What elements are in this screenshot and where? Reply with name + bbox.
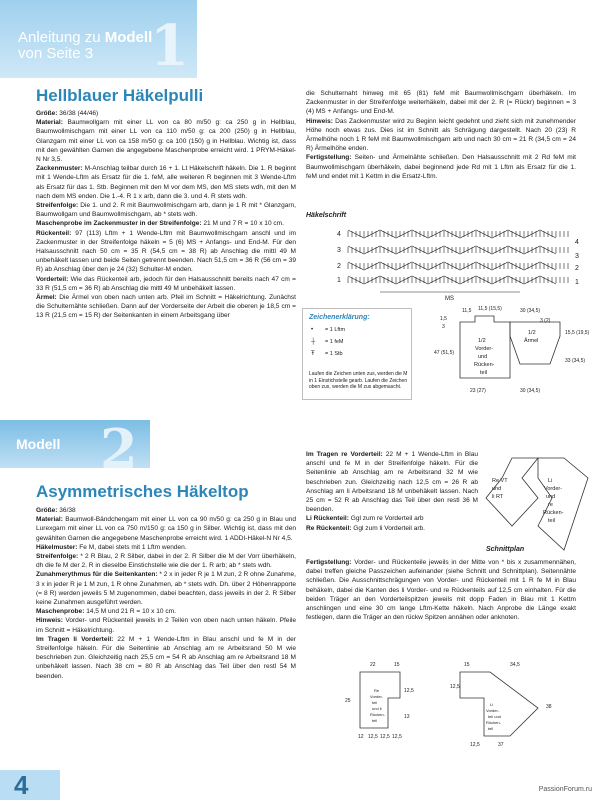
m1-left-para-label-2: Zackenmuster: xyxy=(36,165,83,173)
m1-left-para-label-0: Größe: xyxy=(36,110,58,117)
l-dim-6: 12,5 xyxy=(368,734,378,740)
m1-left-para-text-2: M-Anschlag teilbar durch 16 + 1. Lt Häkelschrift häkeln. Die 1. R beginnt mit 1 Wende-Lftm als Ersatz für die 1. feM, alle weiteren R beginnen mit 3 Wende-Lftm als Ersatz für das 1. Stb. Beginnen mit den M vor dem MS, den MS stets wdh, mit den M nach dem MS enden. Die 1.-4. R 1 x arb, dann die 3. und 4. R stets wdh. xyxy=(36,165,296,200)
m2-left-para-label-2: Häkelmuster: xyxy=(36,543,78,551)
m1-right-para-label-2: Fertigstellung: xyxy=(306,154,352,162)
m2-left-para-text-3: * 2 R Blau, 2 R Silber, dabei in der 2. R Silber die M der Vorr überhäkeln, dh die fe M der 2. R in dieselbe Einstichstelle wie die der 1. R arb; ab * stets wdh. xyxy=(36,553,296,570)
model2-right-column-top xyxy=(306,450,478,533)
m1-right-para-1 xyxy=(306,117,576,154)
m1-left-para-0 xyxy=(36,109,296,118)
left-piece-label-4: und li xyxy=(372,706,382,711)
ms-label: MS xyxy=(445,296,454,302)
m2-left-para-1 xyxy=(36,515,296,543)
m1-left-para-1 xyxy=(36,118,296,164)
legend-note: Laufen die Zeichen unten zus, werden die M in 1 Einstichstelle gearb. Laufen die Zeichen oben zus, werden die M zus abgemascht. xyxy=(309,371,408,390)
section2-number: 2 xyxy=(100,417,138,481)
m2-left-para-0 xyxy=(36,506,296,515)
r-dim-1: 34,5 xyxy=(510,662,520,668)
left-piece-label-2: Vorder- xyxy=(370,694,384,699)
m1-left-para-label-6: Vorderteil: xyxy=(36,275,69,283)
right-piece-label-4: Rücken- xyxy=(486,720,501,725)
plan-right-5: Rücken- xyxy=(543,510,564,516)
pattern-diagram-2-right xyxy=(450,658,590,758)
plan-left-2: und xyxy=(492,486,502,492)
row-num-right-3: 3 xyxy=(575,253,579,260)
dim-4: 3 xyxy=(442,324,445,330)
left-piece-label-1: Re xyxy=(374,688,380,693)
m2-left-para-label-3: Streifenfolge: xyxy=(36,553,79,561)
m1-left-para-text-7: Die Ärmel von oben nach unten arb. Pfeil im Schnitt = Häkelrichtung. Zunächst die Schulternähte schließen. Dann auf der Vorderseite der Arbeit die oberen je 18,5 cm = 13 R (21,5 cm = 15 R) der Seitenkanten in einem Arbeitsgang über xyxy=(36,294,296,320)
page-number: 4 xyxy=(14,770,29,800)
m2-right-top-para-text-0: 22 M + 1 Wende-Lftm in Blau anschl und fe M in der Streifenfolge häkeln. Für die Seitenlinie ab Anschlag am re Arbeitsrand 32 M wie beschrieben zun. Gleichzeitig nach 12,5 cm = 26 R ab Anschlag am li Arbeitsrand 18 M unbehäkelt lassen. Nach 25 cm = 52 R ab Anschlag das Teil über den restl 36 M beenden. xyxy=(306,451,478,514)
footer-url: PassionForum.ru xyxy=(538,786,592,793)
right-piece-label-1: Li xyxy=(490,702,494,707)
l-dim-8: 12,5 xyxy=(392,734,402,740)
m2-right-bottom-para-0 xyxy=(306,558,576,622)
m1-left-para-label-5: Rückenteil: xyxy=(36,229,72,237)
m2-left-para-text-2: Fe M, dabei stets mit 1 Lftm wenden. xyxy=(77,543,187,551)
m1-left-para-label-3: Streifenfolge: xyxy=(36,202,79,210)
l-dim-0: 22 xyxy=(370,662,376,668)
m2-left-para-4 xyxy=(36,570,296,607)
section1-number: 1 xyxy=(150,13,189,79)
m1-right-para-2 xyxy=(306,153,576,181)
m1-left-para-3 xyxy=(36,201,296,219)
m2-left-para-label-7: Im Tragen li Vorderteil: xyxy=(36,635,114,643)
m2-right-top-para-2 xyxy=(306,524,478,533)
row-num-left-3: 3 xyxy=(337,247,341,254)
section1-header xyxy=(0,0,197,78)
dim-3: 1,5 xyxy=(440,316,447,322)
l-dim-4: 13 xyxy=(404,714,410,720)
m2-left-para-text-0: 36/38 xyxy=(57,507,76,514)
m1-left-para-text-6: Wie das Rückenteil arb, jedoch für den Halsausschnitt bereits nach 47 cm = 33 R (51,5 cm = 36 R) ab Anschlag die mittl 49 M unbehäkelt lassen. xyxy=(36,275,296,292)
legend-item-3: = 1 Stb xyxy=(325,351,343,357)
front-back-label-3: und xyxy=(478,354,488,360)
m1-left-para-text-5: 97 (113) Lftm + 1 Wende-Lftm mit Baumwollmischgarn anschl und im Zackenmuster in der Streifenfolge häkeln = 5 (6) MS + Anfangs- und End-M. Für den Halsausschnitt nach 50 cm = 35 R (54,5 cm = 38 R) ab Anschlag die mittl 49 M unbehäkelt lassen und beide Seiten getrennt beenden. Nach 51,5 cm = 36 R (56 cm = 39 R) ab Anschlag über den je 24 (32) Schulter-M enden. xyxy=(36,229,296,274)
model1-left-column xyxy=(36,109,296,321)
m1-left-para-2 xyxy=(36,164,296,201)
dim-8: 23 (27) xyxy=(470,388,486,394)
m1-right-para-text-1: Das Zackenmuster wird zu Beginn leicht gedehnt und zieht sich mit zunehmender Höhe noch etwas zus. Dies ist im Schnitt als Schrägung dargestellt. Nach 20 (23) R Ärmelhöhe noch 1 R feM mit Baumwollmischgarn arb und nach 30 cm = 21 R (34,5 cm = 24 R) Ärmelhöhe enden. xyxy=(306,117,576,153)
dim-2: 30 (34,5) xyxy=(520,308,541,314)
left-piece-label-6: teil xyxy=(372,718,378,723)
row-num-right-2: 2 xyxy=(575,265,579,272)
m2-left-para-label-5: Maschenprobe: xyxy=(36,608,85,616)
header1-prefix: Anleitung zu xyxy=(18,29,105,46)
m2-left-para-label-0: Größe: xyxy=(36,507,58,514)
model1-right-column xyxy=(306,89,576,181)
dim-7: 33 (34,5) xyxy=(565,358,586,364)
m2-right-top-para-text-1: Ggl zum re Vorderteil arb xyxy=(348,515,424,523)
m1-right-para-label-1: Hinweis: xyxy=(306,117,333,125)
pattern-diagram-2-left xyxy=(340,658,440,758)
plan-right-4: re xyxy=(548,502,553,508)
l-dim-2: 25 xyxy=(345,698,351,704)
m2-left-para-6 xyxy=(36,616,296,634)
chart-label: Häkelschrift xyxy=(306,212,347,219)
m1-right-para-0 xyxy=(306,89,576,117)
m2-left-para-text-6: Vorder- und Rückenteil jeweils in 2 Teilen von oben nach unten häkeln. Pfeile im Schnitt = Häkelrichtung. xyxy=(36,617,296,634)
row-num-right-1: 1 xyxy=(575,279,579,286)
sc-symbol: ┼ xyxy=(311,339,316,345)
m2-left-para-label-6: Hinweis: xyxy=(36,617,63,625)
m2-left-para-text-1: Baumwoll-Bändchengarn mit einer LL von ca 90 m/50 g: ca 250 g in Blau und Lurexgarn mit einer LL von ca 750 m/150 g: ca 150 g in Silber. Wichtig ist, dass mit den gewählten Garnen die angegebene Maschenprobe erreicht wird. 1 ADDI-Häkel-N Nr 4,5. xyxy=(36,516,296,542)
plan-left-1: Re VT xyxy=(492,478,508,484)
m1-left-para-text-3: Die 1. und 2. R mit Baumwollmischgarn arb, dann je 1 R mit * Glanzgarn, Baumwollgarn und Baumwollmischgarn, ab * stets wdh. xyxy=(36,202,296,219)
header1-bold: Modell xyxy=(104,29,153,46)
schnittplan-diagram xyxy=(482,448,594,558)
r-dim-3: 12,5 xyxy=(450,684,460,690)
chain-symbol: • xyxy=(311,327,314,333)
m2-right-top-para-0 xyxy=(306,450,478,514)
legend-item-1: = 1 Lftm xyxy=(325,327,346,333)
m1-left-para-4 xyxy=(36,219,296,228)
schnittplan-label: Schnittplan xyxy=(486,546,525,553)
r-dim-2: 38 xyxy=(546,704,552,710)
dc-symbol: Ŧ xyxy=(311,351,315,357)
r-dim-4: 12,5 xyxy=(470,742,480,748)
crochet-chart xyxy=(320,222,590,304)
m2-right-top-para-label-1: Li Rückenteil: xyxy=(306,515,349,523)
row-num-left-4: 4 xyxy=(337,231,341,238)
m1-left-para-label-1: Material: xyxy=(36,119,63,127)
r-dim-0: 15 xyxy=(464,662,470,668)
m2-right-top-para-text-2: Ggl zum li Vorderteil arb. xyxy=(351,524,425,532)
model2-right-column-bottom xyxy=(306,558,576,622)
front-back-label-4: Rücken- xyxy=(474,362,495,368)
dim-9: 30 (34,5) xyxy=(520,388,541,394)
m1-left-para-text-1: Baumwollgarn mit einer LL von ca 80 m/50 g: ca 250 g in Hellblau, Baumwollmischgarn mit einer LL von ca 110 m/50 g: ca 200 (250) g in Hellblau, Glanzgarn mit einer LL von ca 158 m/50 g: ca 100 (150) g in Hellblau. Wichtig ist, dass mit den gewählten Garnen die angegebene Maschenprobe erreicht wird. 1 PRYM-Häkel-N Nr 3,5. xyxy=(36,119,296,164)
left-piece-label-3: teil xyxy=(372,700,378,705)
m2-right-bottom-para-label-0: Fertigstellung: xyxy=(306,559,352,566)
l-dim-5: 12 xyxy=(358,734,364,740)
m2-left-para-text-7: 22 M + 1 Wende-Lftm in Blau anschl und fe M in der Streifenfolge häkeln. Für die Seitenlinie ab Anschlag am re Arbeitsrand 50 M wie beschrieben zun. Gleichzeitig nach 25,5 cm = 54 R ab Anschlag am re Arbeitsrand 18 M unbehäkelt lassen. Nach 38 cm = 80 R ab Anschlag das Teil über den restl 54 M beenden. xyxy=(36,635,296,680)
m2-right-bottom-para-text-0: Vorder- und Rückenteile jeweils in der Mitte von * bis x zusammennähen, dabei treffen gleiche Passzeichen aufeinander (siehe Schnitt und Schnittplan). Seitennähte schließen. Die Ausschnittschrägungen von Vorder- und Rückenteil mit 1 R fe M in Blau behäkeln, dabei die Kanten des li Vorder- und re Rückenteils auf 12,5 cm einhalten. Für die beiden Träger an den Vorderteilspitzen jeweils mit dopp Faden in Blau mit 1 Kettm anschlingen und eine 30 cm lange Lftm-Kette häkeln. Nach Anprobe die Länge exakt festlegen, dann die Träger an den rückw Spitzen annähen oder anknoten. xyxy=(306,559,576,622)
m2-left-para-label-1: Material: xyxy=(36,516,63,524)
sleeve-label-1: 1/2 xyxy=(528,330,536,336)
right-piece-label-2: Vorder- xyxy=(486,708,500,713)
section1-header-text xyxy=(18,30,152,62)
model2-left-column xyxy=(36,506,296,681)
section2-header xyxy=(0,417,150,481)
dim-6: 15,5 (19,5) xyxy=(565,330,590,336)
m1-right-para-text-2: Seiten- und Ärmelnähte schließen. Den Halsausschnitt mit 2 Rd feM mit Baumwollmischgarn überhäkeln, dabei beginnend jede Rd mit 1 Lftm als Ersatz für die 1. feM und endet mit 1 Kettm in die Ersatz-Lftm. xyxy=(306,154,576,180)
m2-right-top-para-1 xyxy=(306,514,478,523)
m1-left-para-text-0: 36/38 (44/46) xyxy=(57,110,99,117)
m2-left-para-text-4: * 2 x in jeder R je 1 M zun, 2 R ohne Zunahme, 3 x in jeder R je 1 M zun, 1 R ohne Zunahmen, ab * stets wdh. Dh. über 2 Höhenrapporte (= 8 R) werden jeweils 5 M zugenommen, dabei beachten, dass jeweils in der 2. R Silber keine Zunahmen ausgeführt werden. xyxy=(36,571,296,607)
l-dim-3: 12,5 xyxy=(404,688,414,694)
m2-right-top-para-label-0: Im Tragen re Vorderteil: xyxy=(306,451,383,458)
plan-right-1: Li xyxy=(548,478,553,484)
right-piece-label-5: teil xyxy=(488,726,494,731)
m2-left-para-3 xyxy=(36,552,296,570)
dim-5: 47 (51,5) xyxy=(434,350,455,356)
legend-box xyxy=(302,308,412,400)
m1-right-para-text-0: die Schulternaht hinweg mit 65 (81) feM mit Baumwollmischgarn überhäkeln. Im Zackenmuster in der Streifenfolge weiterhäkeln, dabei mit der 2. R (= Rückr) beginnen = 3 (4) MS + Anfangs- und End-M. xyxy=(306,90,576,116)
m1-left-para-label-7: Ärmel: xyxy=(36,294,57,302)
l-dim-7: 12,5 xyxy=(380,734,390,740)
left-piece-label-5: Rücken- xyxy=(370,712,385,717)
plan-right-6: teil xyxy=(548,518,556,524)
m1-left-para-6 xyxy=(36,275,296,293)
row-num-left-2: 2 xyxy=(337,263,341,270)
legend-title: Zeichenerklärung: xyxy=(309,314,370,321)
model2-title: Asymmetrisches Häkeltop xyxy=(36,482,249,501)
row-num-left-1: 1 xyxy=(337,277,341,284)
dim-0: 11,5 xyxy=(462,308,472,314)
front-back-label-2: Vorder- xyxy=(475,346,494,352)
m1-left-para-label-4: Maschenprobe im Zackenmuster in der Streifenfolge: xyxy=(36,220,202,228)
m2-left-para-5 xyxy=(36,607,296,616)
plan-right-3: und xyxy=(546,494,556,500)
front-back-label-1: 1/2 xyxy=(478,338,486,344)
legend-item-2: = 1 feM xyxy=(325,339,344,345)
m2-left-para-label-4: Zunahmerythmus für die Seitenkanten: xyxy=(36,571,158,579)
r-dim-5: 37 xyxy=(498,742,504,748)
m1-left-para-7 xyxy=(36,293,296,321)
m2-right-top-para-label-2: Re Rückenteil: xyxy=(306,524,352,532)
sleeve-label-2: Ärmel xyxy=(524,338,539,344)
m2-left-para-2 xyxy=(36,543,296,552)
front-back-label-5: teil xyxy=(480,370,488,376)
m2-left-para-7 xyxy=(36,635,296,681)
m1-left-para-text-4: 21 M und 7 R = 10 x 10 cm. xyxy=(201,220,284,228)
right-piece-label-3: teil und xyxy=(488,714,501,719)
dim-10: 3 (2) xyxy=(540,318,551,324)
model1-title: Hellblauer Häkelpulli xyxy=(36,86,204,105)
section2-header-label: Modell xyxy=(16,436,61,452)
pattern-diagram-1 xyxy=(420,302,595,412)
m2-left-para-text-5: 14,5 M und 21 R = 10 x 10 cm. xyxy=(84,608,176,616)
dim-1: 11,5 (15,5) xyxy=(478,306,502,312)
plan-right-2: Vorder- xyxy=(544,486,563,492)
m1-left-para-5 xyxy=(36,229,296,275)
plan-left-3: li RT xyxy=(492,494,504,500)
header1-line2: von Seite 3 xyxy=(18,45,94,62)
l-dim-1: 15 xyxy=(394,662,400,668)
page-number-badge xyxy=(0,770,60,800)
row-num-right-4: 4 xyxy=(575,239,579,246)
